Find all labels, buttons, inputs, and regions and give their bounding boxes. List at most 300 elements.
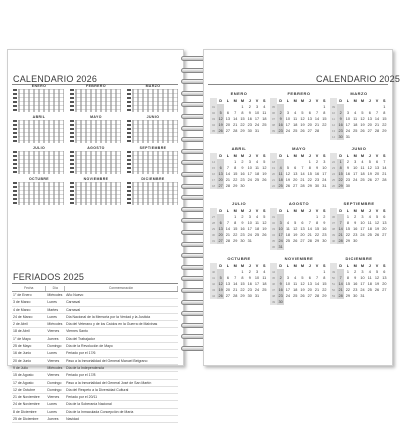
weekday-header: M [293,209,297,213]
day-cell: 27 [307,294,312,298]
day-cell: 8 [241,111,244,115]
month-octubre [210,255,268,310]
day-cell: 19 [218,288,223,292]
weekday-header: J [368,209,371,213]
month-days [277,263,328,305]
day-cell: 26 [367,178,372,182]
week-numbers [330,98,337,140]
weekday-header: L [226,209,230,213]
day-cell: 8 [323,111,326,115]
mini-month-name: NOVIEMBRE [83,177,109,181]
holiday-weekday: Lunes [47,351,57,356]
day-cell: 20 [367,123,372,127]
day-cell: 17 [247,172,252,176]
day-cell: 11 [367,276,372,280]
day-cell: 15 [322,117,327,121]
week-number: 30 [211,233,216,237]
weekday-header: L [226,264,230,268]
day-cell: 22 [345,233,351,237]
weekday-header: M [233,264,237,268]
holiday-row [12,372,178,379]
week-number: 44 [211,294,216,298]
day-cell: 1 [323,270,326,274]
holiday-weekday: Lunes [47,300,57,305]
day-cell: 18 [254,172,260,176]
day-cell: 1 [234,215,237,219]
month-enero [210,90,268,145]
day-cell: 28 [314,129,320,133]
day-cell: 3 [255,270,259,274]
day-cell: 8 [323,276,326,280]
day-cell: 12 [367,166,372,170]
day-cell: 19 [300,123,305,127]
day-cell: 4 [361,160,364,164]
mini-month-name: JUNIO [146,115,160,119]
day-cell: 17 [345,123,351,127]
weekday-header: M [353,154,357,158]
day-cell: 1 [323,105,326,109]
month-days [277,153,328,189]
day-cell: 31 [254,129,260,133]
day-cell: 21 [225,233,231,237]
weekday-header: L [346,209,350,213]
holiday-name: Carnaval [66,300,81,305]
holiday-row [12,416,178,423]
spiral-ring [181,91,205,96]
day-cell: 10 [322,166,327,170]
week-number: 31 [271,215,276,219]
week-number: 35 [271,239,276,243]
holiday-name: Feriado por el 20/11 [66,395,98,400]
week-number: 06 [271,111,276,115]
day-cell: 2 [337,110,344,116]
week-number: 13 [331,129,336,133]
day-cell: 9 [241,166,244,170]
day-cell: 30 [314,184,320,188]
day-cell: 13 [374,166,380,170]
day-cell: 30 [353,294,358,298]
day-cell: 9 [277,116,284,122]
holiday-row [12,328,178,335]
day-cell: 1 [308,160,311,164]
day-cell: 24 [345,129,351,133]
weekday-header: L [346,264,350,268]
weekday-header: S [263,264,266,268]
day-cell: 29 [382,129,387,133]
holiday-weekday: Domingo [47,387,62,392]
holiday-date: 1° de Mayo [13,336,31,341]
holiday-date: 8 de Diciembre [13,409,37,414]
weekday-header: M [233,209,237,213]
day-cell: 9 [248,276,251,280]
mini-month-name: ABRIL [32,115,46,119]
day-cell [253,183,260,189]
spiral-ring [181,230,205,235]
weekday-header: V [255,209,259,213]
day-cell: 29 [307,184,312,188]
weekday-header: S [383,99,386,103]
holiday-date: 16 de Junio [13,351,32,356]
weekday-header: D [339,264,343,268]
day-cell: 19 [262,172,267,176]
day-cell: 13 [307,117,312,121]
day-cell: 2 [346,160,349,164]
week-number: 21 [271,178,276,182]
day-cell: 24 [285,294,291,298]
calendar-2026-title: CALENDARIO 2026 [13,74,98,84]
spiral-ring [181,288,205,293]
day-cell: 4 [263,105,266,109]
day-cell: 29 [233,184,238,188]
day-cell: 28 [225,184,231,188]
weekday-header: L [226,99,230,103]
day-cell: 24 [322,178,327,182]
holiday-name: Día de la Revolución de Mayo [66,344,113,349]
day-cell: 2 [241,160,244,164]
weekday-header: S [263,209,266,213]
month-septiembre [330,200,388,255]
day-cell: 17 [285,123,291,127]
day-cell [366,293,373,299]
holiday-name: Día de la Soberanía Nacional [66,402,112,407]
day-cell: 12 [293,227,298,231]
week-number: 36 [271,245,276,249]
day-cell: 10 [360,221,365,225]
day-cell: 26 [374,288,380,292]
day-cell [381,134,388,140]
holidays-rows [12,292,178,423]
day-cell [261,293,268,299]
day-cell: 20 [293,178,298,182]
day-cell: 7 [315,111,319,115]
weekday-header: J [368,154,371,158]
day-cell: 7 [315,276,319,280]
weekday-header: S [263,154,266,158]
spiral-ring [181,346,205,351]
day-cell: 5 [294,221,297,225]
weekday-header: V [315,209,319,213]
week-numbers [210,208,217,244]
day-cell: 2 [277,275,284,281]
day-cell: 24 [254,123,260,127]
day-cell: 28 [338,294,343,298]
day-cell: 13 [307,282,312,286]
week-number: 08 [271,123,276,127]
weekday-header: L [286,209,290,213]
day-cell: 26 [374,233,380,237]
mini-month [12,146,66,177]
day-cell: 1 [346,270,349,274]
holiday-weekday: Domingo [47,344,62,349]
day-cell: 11 [278,172,283,176]
weekday-header: S [383,154,386,158]
day-cell: 20 [382,227,387,231]
day-cell: 5 [217,110,224,116]
day-cell: 15 [307,172,312,176]
day-cell [261,238,268,244]
holiday-date: 9 de Julio [13,365,28,370]
day-cell: 21 [307,233,312,237]
day-cell: 29 [322,294,327,298]
week-number: 49 [271,300,276,304]
day-cell: 21 [225,178,231,182]
weekday-header: M [240,209,245,213]
day-cell [381,183,388,189]
week-number: 40 [211,270,216,274]
holiday-name: Carnaval [66,307,81,312]
weekday-header: D [339,99,343,103]
month-name: JUNIO [351,146,367,151]
month-name: MAYO [292,146,306,151]
day-cell [373,293,380,299]
day-cell [306,299,313,305]
weekday-header: L [286,154,290,158]
day-cell: 21 [233,288,238,292]
weekday-header: L [286,264,290,268]
weekday-header: M [293,99,297,103]
day-cell: 15 [314,227,320,231]
day-cell: 26 [218,129,223,133]
day-cell: 2 [323,215,326,219]
day-cell: 5 [301,111,304,115]
holiday-row [12,380,178,387]
day-cell: 19 [262,227,267,231]
weekday-header: V [375,99,379,103]
day-cell: 2 [248,270,251,274]
mini-month-days [75,120,121,143]
day-cell: 4 [368,215,371,219]
day-cell: 13 [225,282,231,286]
day-cell: 13 [293,172,298,176]
mini-month [69,146,123,177]
day-cell: 3 [286,276,289,280]
day-cell: 20 [225,288,231,292]
day-cell: 23 [278,294,283,298]
day-cell: 28 [225,239,231,243]
day-cell: 17 [285,288,291,292]
mini-month-days [75,182,121,205]
day-cell: 13 [225,117,231,121]
day-cell: 27 [307,129,312,133]
month-agosto [270,200,328,255]
week-numbers [210,263,217,299]
day-cell: 7 [308,221,311,225]
right-page [203,49,400,366]
week-numbers [270,153,277,189]
day-cell: 18 [293,288,298,292]
day-cell: 17 [322,172,327,176]
day-cell: 8 [346,221,349,225]
holiday-row [12,321,178,328]
holiday-name: Feriado por el 17/6 [66,351,96,356]
day-cell: 17 [247,227,252,231]
day-cell: 24 [360,233,365,237]
day-cell: 15 [240,117,245,121]
day-cell: 22 [240,123,245,127]
day-cell: 23 [247,288,252,292]
weekday-header: D [279,154,283,158]
holiday-row [12,394,178,401]
day-cell: 11 [262,111,267,115]
day-cell: 23 [322,233,327,237]
day-cell: 27 [374,178,380,182]
day-cell: 18 [293,123,298,127]
weekday-header: M [233,99,237,103]
holiday-weekday: Jueves [47,417,59,422]
weekday-header: L [286,99,290,103]
day-cell: 15 [233,227,238,231]
weekday-header: S [323,154,326,158]
holiday-row [12,343,178,350]
holiday-date: 17 de Agosto [13,380,34,385]
day-cell: 25 [367,233,372,237]
day-cell: 11 [262,276,267,280]
spiral-ring [181,334,205,339]
mini-month [126,177,180,208]
holidays-table [12,286,178,423]
day-cell: 17 [353,172,358,176]
day-cell: 28 [307,239,312,243]
day-cell: 17 [254,282,260,286]
day-cell: 12 [300,117,305,121]
mini-month [12,177,66,208]
day-cell: 9 [354,221,357,225]
day-cell: 5 [368,160,371,164]
day-cell: 14 [225,172,231,176]
day-cell: 25 [367,288,372,292]
day-cell [321,299,328,305]
week-number: 31 [211,239,216,243]
holiday-name: Día del Respeto a la Diversidad Cultural [66,387,129,392]
week-number: 27 [211,215,216,219]
day-cell: 27 [382,288,387,292]
day-cell: 1 [234,160,237,164]
day-cell: 23 [278,129,283,133]
day-cell: 10 [247,166,252,170]
week-number: 41 [211,276,216,280]
weekday-header: M [293,264,297,268]
mini-month-days [132,120,178,143]
day-cell: 3 [248,215,251,219]
spiral-binding [181,56,205,358]
weekday-header: S [323,264,326,268]
day-cell: 12 [300,282,305,286]
day-cell: 26 [300,294,305,298]
day-cell: 6 [383,270,386,274]
weekday-header: M [353,264,357,268]
mini-month [12,115,66,146]
spiral-ring [181,242,205,247]
day-cell: 3 [248,160,251,164]
mini-month-name: ENERO [31,84,47,88]
holiday-weekday: Lunes [47,314,57,319]
week-number: 38 [331,227,336,231]
day-cell: 9 [241,221,244,225]
week-number: 10 [331,111,336,115]
mini-month [12,84,66,115]
weekday-header: S [263,99,266,103]
mini-month [69,84,123,115]
weekday-header: M [300,154,305,158]
day-cell: 8 [383,111,386,115]
holiday-row [12,358,178,365]
day-cell: 19 [367,172,372,176]
day-cell: 8 [241,276,244,280]
weekday-header: J [308,154,311,158]
day-cell: 31 [322,184,327,188]
day-cell [352,183,359,189]
day-cell: 16 [247,282,252,286]
day-cell: 24 [247,233,252,237]
day-cell: 1 [315,215,319,219]
weekday-header: M [300,209,305,213]
day-cell: 19 [285,178,291,182]
mini-month-days [18,151,64,174]
day-cell: 3 [354,160,357,164]
day-cell: 11 [285,227,290,231]
day-cell: 10 [285,117,291,121]
week-number: 50 [331,276,336,280]
day-cell: 3 [361,270,364,274]
day-cell: 31 [360,294,365,298]
day-cell: 25 [254,233,260,237]
day-cell: 4 [277,165,284,171]
week-number: 32 [271,221,276,225]
day-cell: 14 [225,227,231,231]
weekday-header: L [226,154,230,158]
day-cell: 25 [262,288,267,292]
day-cell: 21 [374,123,380,127]
day-cell: 5 [286,166,289,170]
month-mayo [270,145,328,200]
day-cell: 6 [217,220,224,226]
day-cell: 24 [285,129,291,133]
day-cell: 20 [225,123,231,127]
mini-month-days [75,89,121,112]
weekday-header: S [383,209,386,213]
holiday-name: Día de la Independencia [66,365,105,370]
day-cell: 3 [277,220,284,226]
day-cell: 2 [248,105,251,109]
day-cell: 9 [337,116,344,122]
day-cell: 16 [314,172,320,176]
day-cell [359,183,366,189]
day-cell: 13 [218,172,223,176]
day-cell: 15 [338,172,343,176]
day-cell: 26 [262,233,267,237]
day-cell: 14 [382,166,387,170]
day-cell: 30 [353,239,358,243]
weekday-header: J [248,154,251,158]
day-cell: 26 [360,129,365,133]
week-number: 28 [211,221,216,225]
week-number: 53 [331,294,336,298]
month-days [217,208,268,244]
week-number: 39 [331,233,336,237]
week-number: 18 [271,160,276,164]
day-cell: 26 [262,178,267,182]
month-days [337,153,388,189]
day-cell [359,238,366,244]
week-numbers [270,208,277,250]
week-number: 15 [211,166,216,170]
day-cell: 22 [314,233,320,237]
day-cell: 22 [338,178,343,182]
weekday-header: V [315,154,319,158]
weekday-header: M [293,154,297,158]
header-dia: Día [46,286,65,291]
holiday-weekday: Viernes [47,329,60,334]
